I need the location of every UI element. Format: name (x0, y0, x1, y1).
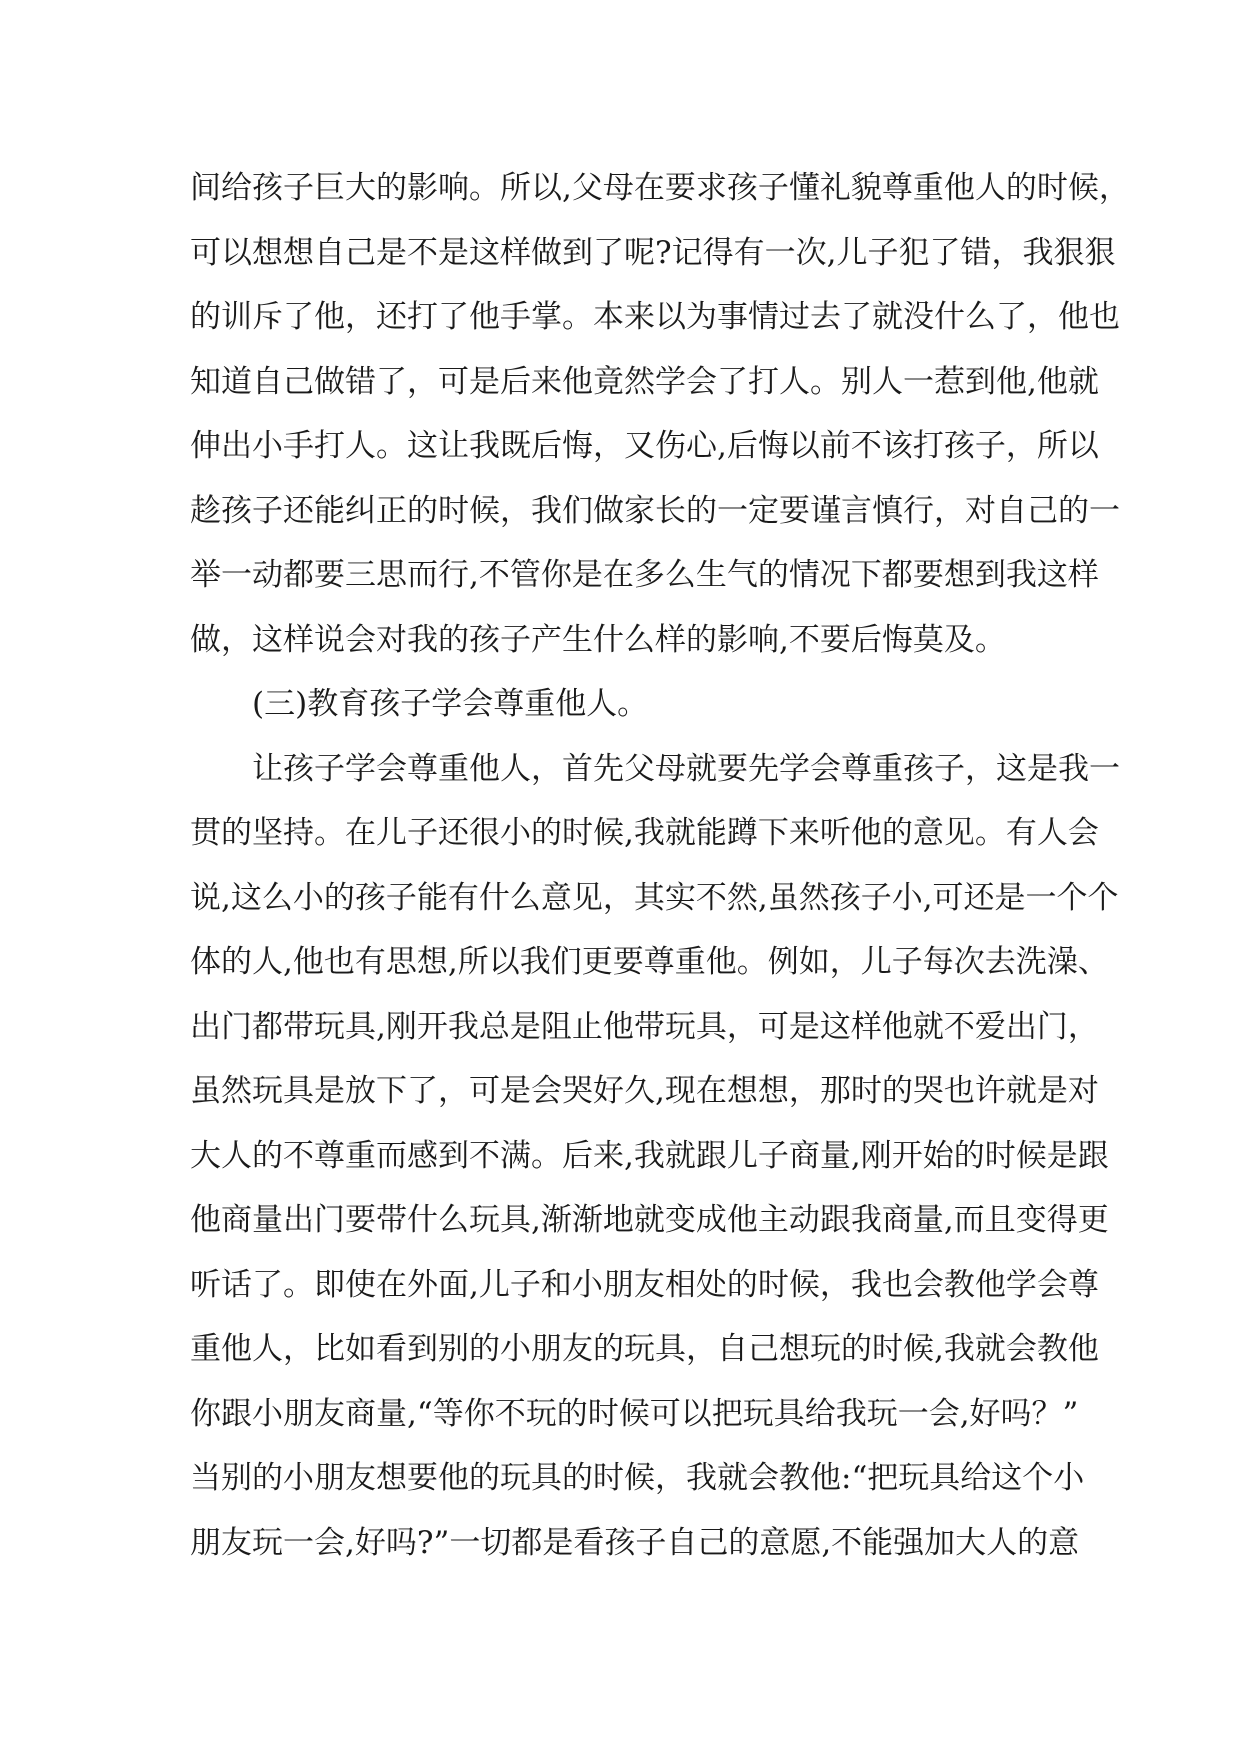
body-text (190, 156, 1130, 1575)
paragraph-line: 重他人，比如看到别的小朋友的玩具，自己想玩的时候,我就会教他 (190, 1331, 1099, 1367)
paragraph-line: 体的人,他也有思想,所以我们更要尊重他。例如，儿子每次去洗澡、 (190, 944, 1109, 980)
paragraph-line: 当别的小朋友想要他的玩具的时候，我就会教他:“把玩具给这个小 (190, 1460, 1085, 1496)
paragraph-line: 可以想想自己是不是这样做到了呢?记得有一次,儿子犯了错，我狠狠 (190, 234, 1116, 271)
paragraph-line: 的训斥了他，还打了他手掌。本来以为事情过去了就没什么了，他也 (190, 299, 1120, 335)
paragraph-line: 知道自己做错了，可是后来他竟然学会了打人。别人一惹到他,他就 (190, 363, 1099, 400)
paragraph-line: 他商量出门要带什么玩具,渐渐地就变成他主动跟我商量,而且变得更 (190, 1202, 1109, 1238)
paragraph-line: 让孩子学会尊重他人，首先父母就要先学会尊重孩子，这是我一 (252, 750, 1120, 787)
paragraph-line: 出门都带玩具,刚开我总是阻止他带玩具，可是这样他就不爱出门， (190, 1008, 1099, 1045)
paragraph-line: 朋友玩一会,好吗?”一切都是看孩子自己的意愿,不能强加大人的意 (190, 1524, 1080, 1561)
paragraph-line: 间给孩子巨大的影响。所以,父母在要求孩子懂礼貌尊重他人的时候， (190, 170, 1130, 206)
paragraph-line: 趁孩子还能纠正的时候，我们做家长的一定要谨言慎行，对自己的一 (190, 492, 1120, 529)
paragraph-line: 做，这样说会对我的孩子产生什么样的影响,不要后悔莫及。 (190, 621, 1006, 658)
paragraph-line: 贯的坚持。在儿子还很小的时候,我就能蹲下来听他的意见。有人会 (190, 815, 1099, 851)
paragraph-line: 你跟小朋友商量,“等你不玩的时候可以把玩具给我玩一会,好吗？” (190, 1395, 1079, 1432)
paragraph-line: 说,这么小的孩子能有什么意见，其实不然,虽然孩子小,可还是一个个 (190, 879, 1119, 916)
paragraph-line: 伸出小手打人。这让我既后悔，又伤心,后悔以前不该打孩子，所以 (190, 428, 1099, 464)
paragraph-line: 大人的不尊重而感到不满。后来,我就跟儿子商量,刚开始的时候是跟 (190, 1137, 1109, 1174)
section-heading: (三)教育孩子学会尊重他人。 (252, 686, 649, 722)
paragraph-line: 听话了。即使在外面,儿子和小朋友相处的时候，我也会教他学会尊 (190, 1266, 1099, 1303)
paragraph-line: 举一动都要三思而行,不管你是在多么生气的情况下都要想到我这样 (190, 557, 1099, 593)
paragraph-line: 虽然玩具是放下了，可是会哭好久,现在想想，那时的哭也许就是对 (190, 1073, 1099, 1109)
